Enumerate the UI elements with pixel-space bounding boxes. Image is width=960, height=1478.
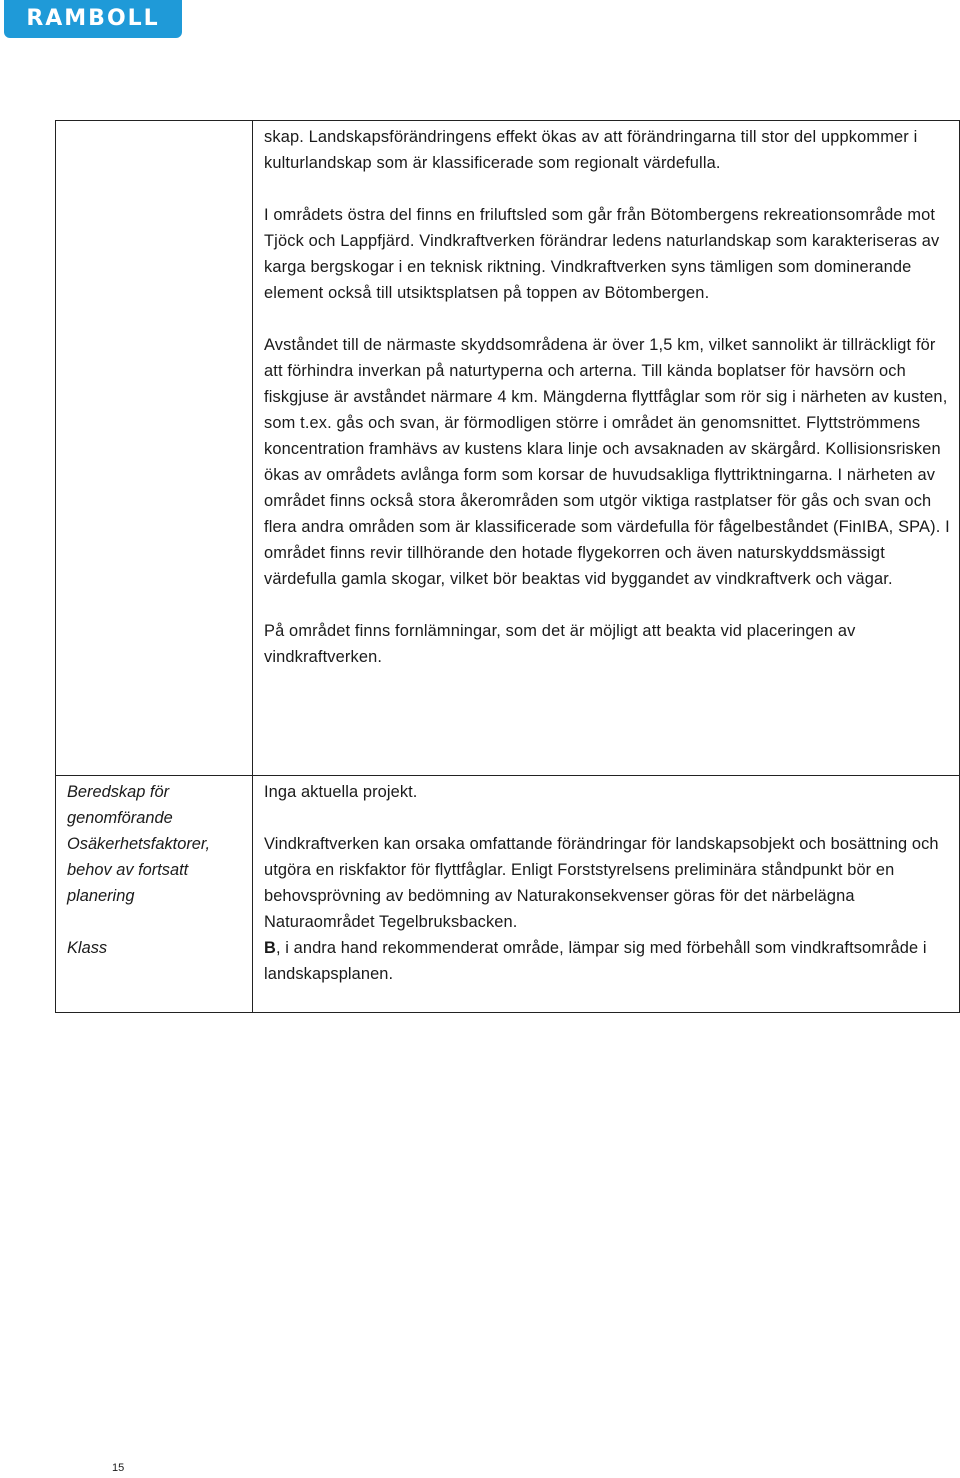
table-row [56, 776, 960, 1013]
paragraph-nature-birds: Avståndet till de närmaste skyddsområdena är över 1,5 km, vilket sannolikt är tillräckligt för att förhindra inverkan på naturtyperna och arterna. Till kända boplatser för havsörn och fiskgjuse är avståndet närmare 4 km. Mängderna flyttfåglar som rör sig i närheten av kusten, som t.ex. gås och svan, är förmodligen större i området än genomsnittet. Flyttströmmens koncentration framhävs av kustens klara linje och avsaknaden av skärgård. Kollisionsrisken ökas av områdets avlånga form som korsar de huvudsakliga flyttriktningarna. I närheten av området finns också stora åkerområden som utgör viktiga rastplatser för gås och svan och flera andra områden som är klassificerade som värdefulla för fågelbeståndet (FinIBA, SPA). I området finns revir tillhörande den hotade flygekorren och även naturskyddsmässigt värdefulla gamla skogar, vilket bör beaktas vid byggandet av vindkraftverk och vägar. [264, 336, 950, 588]
class-text-line [264, 935, 953, 987]
assessment-table [55, 120, 960, 1013]
page-number: 15 [112, 1462, 125, 1474]
ramboll-logo: RAMBOLL [4, 0, 182, 38]
paragraph-landscape: skap. Landskapsförändringens effekt ökas av att förändringarna till stor del uppkommer i kulturlandskap som är klassificerade som regionalt värdefulla. [264, 128, 918, 172]
class-letter: B [264, 939, 276, 957]
impact-text-cell [253, 121, 960, 776]
label-cell-empty [56, 121, 253, 776]
summary-text-cell [253, 776, 960, 1013]
label-readiness: Beredskap för genomförande [67, 783, 173, 827]
paragraph-antiquities: På området finns fornlämningar, som det är möjligt att beakta vid placeringen av vindkraftverken. [264, 622, 856, 666]
paragraph-recreation: I områdets östra del finns en friluftsled som går från Bötombergens rekreationsområde mot Tjöck och Lappfjärd. Vindkraftverken förändrar ledens naturlandskap som karakteriseras av karga bergskogar i en teknisk riktning. Vindkraftverken syns tämligen som dominerande element också till utsiktsplatsen på toppen av Bötombergen. [264, 206, 940, 302]
label-class: Klass [67, 939, 108, 957]
table-row [56, 121, 960, 776]
label-uncertainty: Osäkerhetsfaktorer, behov av fortsatt planering [67, 835, 211, 905]
class-description: , i andra hand rekommenderat område, lämpar sig med förbehåll som vindkraftsområde i landskapsplanen. [264, 939, 927, 983]
uncertainty-text: Vindkraftverken kan orsaka omfattande förändringar för landskapsobjekt och bosättning och utgöra en riskfaktor för flyttfåglar. Enligt Forststyrelsens preliminära ståndpunkt bör en behovsprövning av bedömning av Naturakonsekvenser göras för det närbelägna Naturaområdet Tegelbruksbacken. [264, 835, 939, 931]
readiness-text: Inga aktuella projekt. [264, 783, 418, 801]
label-cell [56, 776, 253, 1013]
